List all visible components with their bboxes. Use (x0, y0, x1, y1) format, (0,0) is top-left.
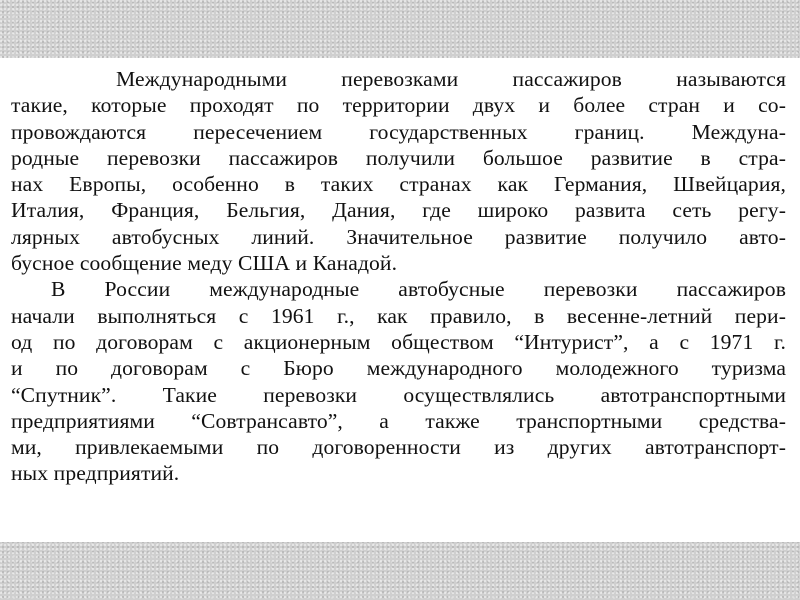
paragraph-international-transport (11, 66, 786, 276)
text-line: В России международные автобусные перевозки пассажиров (51, 277, 786, 302)
text-line: од по договорам с акционерным обществом “Интурист”, а с 1971 г. (11, 329, 786, 354)
paragraph-russia-transport (11, 276, 786, 486)
text-line: предприятиями “Совтрансавто”, а также транспортными средства- (11, 408, 786, 433)
text-line: бусное сообщение меду США и Канадой. (11, 251, 398, 276)
text-line: начали выполняться с 1961 г., как правило, в весенне-летний пери- (11, 303, 786, 328)
text-line: нах Европы, особенно в таких странах как Германия, Швейцария, (11, 172, 786, 197)
text-line: лярных автобусных линий. Значительное развитие получило авто- (11, 224, 786, 249)
text-line: такие, которые проходят по территории двух и более стран и со- (11, 93, 786, 118)
text-line: родные перевозки пассажиров получили большое развитие в стра- (11, 145, 786, 170)
text-line: “Спутник”. Такие перевозки осуществлялись автотранспортными (11, 382, 786, 407)
text-line: ных предприятий. (11, 461, 180, 486)
text-line: провождаются пересечением государственных границ. Междуна- (11, 119, 786, 144)
text-block (11, 66, 786, 487)
scanned-page (0, 58, 800, 542)
text-line: ми, привлекаемыми по договоренности из других автотранспорт- (11, 435, 786, 460)
text-line: и по договорам с Бюро международного молодежного туризма (11, 356, 786, 381)
text-line: Международными перевозками пассажиров называются (116, 67, 786, 91)
text-line: Италия, Франция, Бельгия, Дания, где широко развита сеть регу- (11, 198, 786, 223)
